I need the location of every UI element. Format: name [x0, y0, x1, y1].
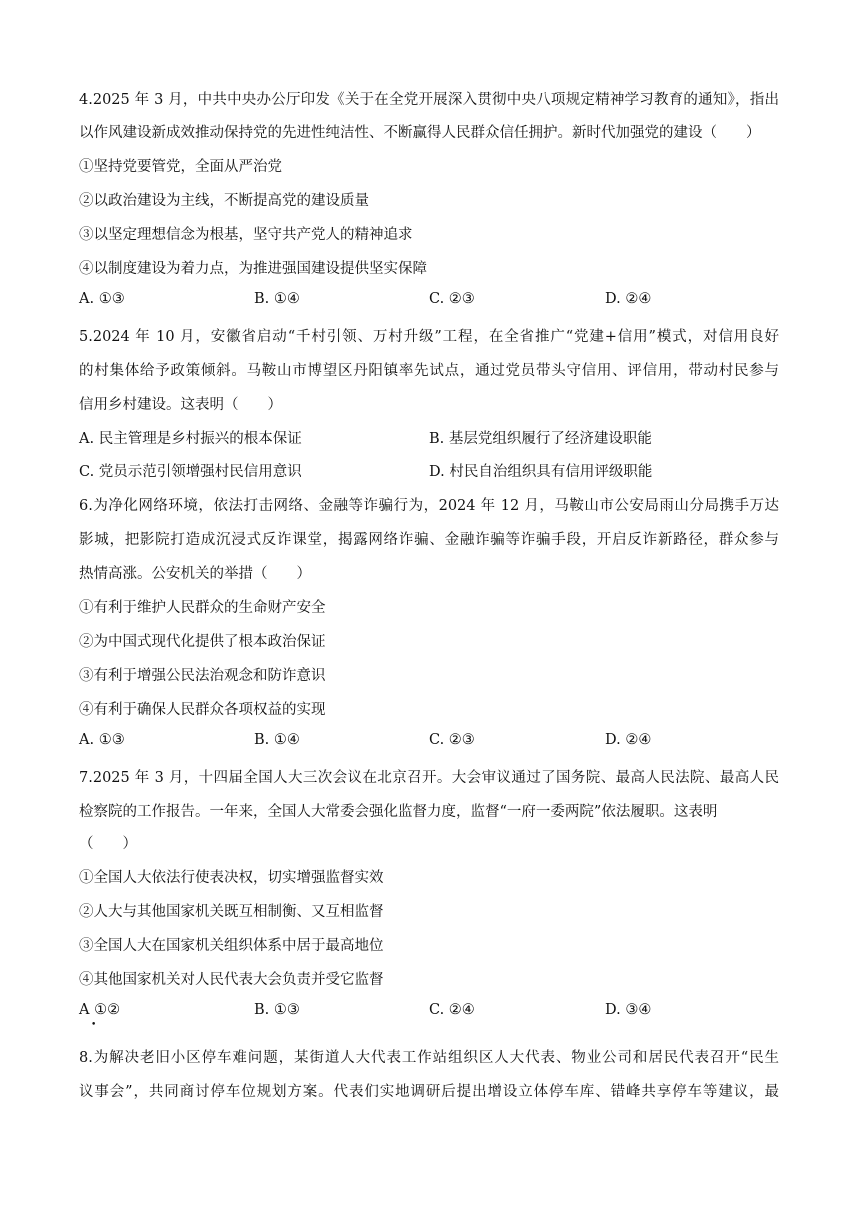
question-4-option-b[interactable]: B. ①④ — [254, 291, 300, 307]
question-7-item: ①全国人大依法行使表决权，切实增强监督实效 — [79, 870, 384, 886]
question-6-option-c[interactable]: C. ②③ — [429, 732, 475, 748]
question-number: 7. — [79, 770, 93, 786]
stray-dot-mark: • — [91, 1020, 97, 1030]
question-5-option-a[interactable]: A. 民主管理是乡村振兴的根本保证 — [79, 431, 302, 447]
question-7-option-d[interactable]: D. ③④ — [605, 1002, 652, 1018]
question-number: 8. — [79, 1050, 93, 1066]
question-8-stem-line-1: 8.为解决老旧小区停车难问题，某街道人大代表工作站组织区人大代表、物业公司和居民代表召开“民生 — [79, 1050, 779, 1066]
question-7-stem-line-2: 检察院的工作报告。一年来，全国人大常委会强化监督力度，监督“一府一委两院”依法履职。这表明 — [79, 804, 718, 820]
question-5-option-b[interactable]: B. 基层党组织履行了经济建设职能 — [429, 431, 652, 447]
question-6-item: ④有利于确保人民群众各项权益的实现 — [79, 702, 326, 718]
question-6-item: ①有利于维护人民群众的生命财产安全 — [79, 600, 326, 616]
question-4-option-c[interactable]: C. ②③ — [429, 291, 475, 307]
question-6-stem-line-1: 6.为净化网络环境，依法打击网络、金融等诈骗行为，2024 年 12 月，马鞍山市公安局雨山分局携手万达 — [79, 498, 779, 514]
question-8-stem-line-2: 议事会”，共同商讨停车位规划方案。代表们实地调研后提出增设立体停车库、错峰共享停车等建议，最 — [79, 1084, 779, 1100]
question-7-item: ②人大与其他国家机关既互相制衡、又互相监督 — [79, 904, 384, 920]
question-7-option-a[interactable]: A ①② — [79, 1002, 121, 1018]
question-5-stem-line-1: 5.2024 年 10 月，安徽省启动“千村引领、万村升级”工程，在全省推广“党建+信用”模式，对信用良好 — [79, 329, 779, 345]
question-5-stem-line-3: 信用乡村建设。这表明（ ） — [79, 397, 282, 413]
question-6-option-d[interactable]: D. ②④ — [605, 732, 652, 748]
question-5-option-c[interactable]: C. 党员示范引领增强村民信用意识 — [79, 464, 302, 480]
question-6-stem-line-3: 热情高涨。公安机关的举措（ ） — [79, 566, 311, 582]
question-6-option-b[interactable]: B. ①④ — [254, 732, 300, 748]
question-7-stem-line-1: 7.2025 年 3 月，十四届全国人大三次会议在北京召开。大会审议通过了国务院、最高人民法院、最高人民 — [79, 770, 779, 786]
question-5-stem-line-2: 的村集体给予政策倾斜。马鞍山市博望区丹阳镇率先试点，通过党员带头守信用、评信用，带动村民参与 — [79, 363, 779, 379]
question-5-option-d[interactable]: D. 村民自治组织具有信用评级职能 — [429, 464, 653, 480]
question-number: 5. — [79, 329, 93, 345]
question-7-stem-line-3: （ ） — [79, 836, 137, 852]
question-4-item: ④以制度建设为着力点，为推进强国建设提供坚实保障 — [79, 261, 427, 277]
question-7-item: ④其他国家机关对人民代表大会负责并受它监督 — [79, 972, 384, 988]
question-number: 6. — [79, 498, 93, 514]
question-6-item: ②为中国式现代化提供了根本政治保证 — [79, 634, 326, 650]
question-4-item: ②以政治建设为主线，不断提高党的建设质量 — [79, 193, 369, 209]
question-number: 4. — [79, 92, 93, 108]
question-7-option-b[interactable]: B. ①③ — [254, 1002, 300, 1018]
question-7-option-c[interactable]: C. ②④ — [429, 1002, 475, 1018]
question-4-option-a[interactable]: A. ①③ — [79, 291, 125, 307]
question-6-item: ③有利于增强公民法治观念和防诈意识 — [79, 668, 326, 684]
question-7-item: ③全国人大在国家机关组织体系中居于最高地位 — [79, 938, 384, 954]
question-4-stem-line-2: 以作风建设新成效推动保持党的先进性纯洁性、不断赢得人民群众信任拥护。新时代加强党的建设（ ） — [79, 125, 761, 141]
question-6-option-a[interactable]: A. ①③ — [79, 732, 125, 748]
question-6-stem-line-2: 影城，把影院打造成沉浸式反诈课堂，揭露网络诈骗、金融诈骗等诈骗手段，开启反诈新路径，群众参与 — [79, 532, 779, 548]
question-4-option-d[interactable]: D. ②④ — [605, 291, 652, 307]
question-4-item: ①坚持党要管党，全面从严治党 — [79, 159, 282, 175]
question-4-stem-line-1: 4.2025 年 3 月，中共中央办公厅印发《关于在全党开展深入贯彻中央八项规定精神学习教育的通知》，指出 — [79, 92, 779, 108]
question-4-item: ③以坚定理想信念为根基，坚守共产党人的精神追求 — [79, 227, 413, 243]
